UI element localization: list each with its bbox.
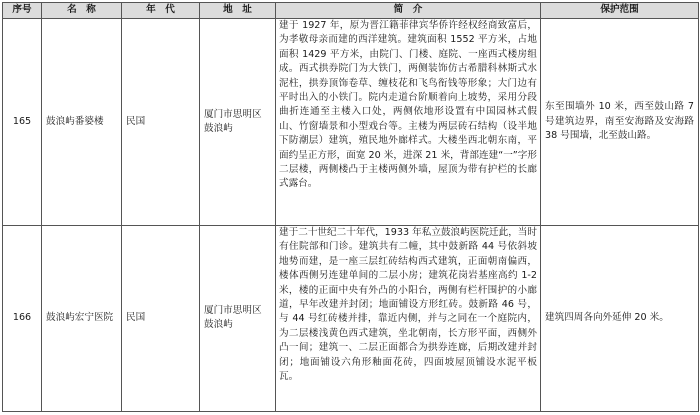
header-era: 年 代 — [122, 3, 200, 19]
header-address: 地 址 — [200, 3, 276, 19]
table-header — [3, 3, 699, 19]
site-era: 民国 — [122, 19, 200, 226]
protection-scope: 东至围墙外 10 米，西至鼓山路 7 号建筑边界，南至安海路及安海路 38 号围墙，北至鼓山路。 — [541, 19, 699, 226]
header-description: 简 介 — [276, 3, 541, 19]
site-description: 建于 1927 年，原为晋江籍菲律宾华侨许经权经商致富后，为孝敬母亲而建的西洋建筑。建筑面积 1552 平方米，占地面积 1429 平方米，由院门、门楼、庭院、一座西式楼房组成。西式拱券院门为大铁门，两侧装饰仿古希腊科林斯式水泥柱，拱券顶饰卷草、缠枝花和飞鸟衔钱等形象；大门边有平时出入的小铁门。院内走道台阶顺着向上坡势，采用分段曲折连通至主楼入口处，两侧依地形设置有中国园林式假山、竹窗墙景和小型戏台等。主楼为两层砖石结构（设半地下防潮层）建筑，殖民地外廊样式。大楼坐西北朝东南，平面约呈正方形，面宽 20 米，进深 21 米，背部连建“一”字形二层楼，两侧楼凸于主楼两侧外墙，屋顶为带有护栏的长廊式露台。 — [276, 19, 541, 226]
row-number: 165 — [3, 19, 42, 226]
site-name: 鼓浪屿番婆楼 — [42, 19, 122, 226]
header-name: 名 称 — [42, 3, 122, 19]
site-era: 民国 — [122, 225, 200, 411]
table-row — [3, 225, 699, 411]
header-no: 序号 — [3, 3, 42, 19]
header-protection: 保护范围 — [541, 3, 699, 19]
site-address: 厦门市思明区鼓浪屿 — [200, 19, 276, 226]
site-address: 厦门市思明区鼓浪屿 — [200, 225, 276, 411]
row-number: 166 — [3, 225, 42, 411]
protection-scope: 建筑四周各向外延伸 20 米。 — [541, 225, 699, 411]
site-name: 鼓浪屿宏宁医院 — [42, 225, 122, 411]
table-row — [3, 19, 699, 226]
heritage-table — [2, 2, 699, 412]
site-description: 建于二十世纪二十年代，1933 年私立鼓浪屿医院迁此，当时有住院部和门诊。建筑共有二幢，其中鼓新路 44 号依斜坡地势而建，是一座三层红砖结构西式建筑，正面朝南偏西，楼体西侧另连建单间的二层小房；建筑花岗岩基座高约 1-2 米，楼的正面中央有外凸的小阳台，两侧有栏杆围护的小廊道，早年改建并封闭；地面铺设方形红砖。鼓新路 46 号，与 44 号红砖楼并排，靠近内侧，并与之同在一个庭院内，为二层楼浅黄色西式建筑，坐北朝南，长方形平面，西侧外凸一间；建筑一、二层正面都合为拱券连廊，后期改建并封闭；地面铺设六角形釉面花砖，四面坡屋顶铺设水泥平板瓦。 — [276, 225, 541, 411]
